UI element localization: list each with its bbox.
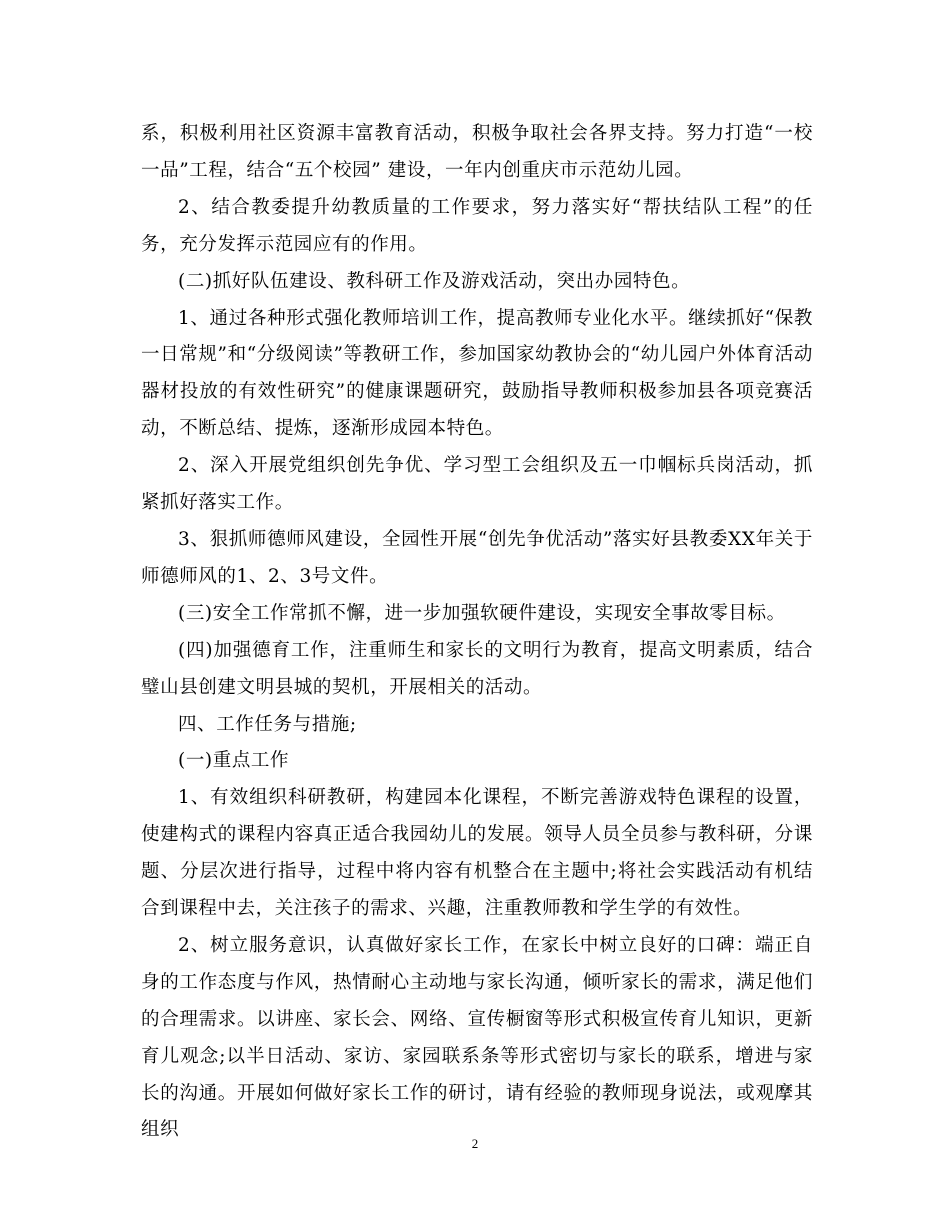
paragraph-item-1-curriculum: 1、有效组织科研教研，构建园本化课程，不断完善游戏特色课程的设置，使建构式的课程内容真正适合我园幼儿的发展。领导人员全员参与教科研，分课题、分层次进行指导，过程中将内容有机整合在主题中;将社会实践活动有机结合到课程中去，关注孩子的需求、兴趣，注重教师教和学生学的有效性。 — [141, 787, 813, 920]
document-body — [141, 116, 813, 1149]
paragraph-continuation: 系，积极利用社区资源丰富教育活动，积极争取社会各界支持。努力打造“一校一品”工程，结合“五个校园” 建设，一年内创重庆市示范幼儿园。 — [141, 123, 813, 181]
paragraph-heading-2-team-building: (二)抓好队伍建设、教科研工作及游戏活动，突出办园特色。 — [178, 270, 691, 292]
paragraph-item-2-parent-work: 2、树立服务意识，认真做好家长工作，在家长中树立良好的口碑：端正自身的工作态度与作风，热情耐心主动地与家长沟通，倾听家长的需求，满足他们的合理需求。以讲座、家长会、网络、宣传橱窗等形式积极宣传育儿知识，更新育儿观念;以半日活动、家访、家园联系条等形式密切与家长的联系，增进与家长的沟通。开展如何做好家长工作的研讨，请有经验的教师现身说法，或观摩其组织 — [141, 934, 813, 1141]
subsection-heading-key-work: (一)重点工作 — [178, 750, 290, 772]
paragraph-item-2-assistance-project: 2、结合教委提升幼教质量的工作要求，努力落实好“帮扶结队工程”的任务，充分发挥示范园应有的作用。 — [141, 196, 813, 255]
paragraph-item-1-teacher-training: 1、通过各种形式强化教师培训工作，提高教师专业化水平。继续抓好“保教一日常规”和“分级阅读”等教研工作，参加国家幼教协会的“幼儿园户外体育活动器材投放的有效性研究”的健康课题研究，鼓励指导教师积极参加县各项竞赛活动，不断总结、提炼，逐渐形成园本特色。 — [141, 307, 813, 440]
paragraph-heading-4-moral-education: (四)加强德育工作，注重师生和家长的文明行为教育，提高文明素质，结合璧山县创建文明县城的契机，开展相关的活动。 — [141, 639, 813, 698]
page-number: 2 — [471, 1136, 479, 1151]
section-heading-tasks-measures: 四、工作任务与措施; — [178, 713, 357, 735]
paragraph-heading-3-safety: (三)安全工作常抓不懈，进一步加强软硬件建设，实现安全事故零目标。 — [178, 602, 786, 624]
paragraph-item-2-party-activities: 2、深入开展党组织创先争优、学习型工会组织及五一巾帼标兵岗活动，抓紧抓好落实工作。 — [141, 455, 813, 514]
paragraph-item-3-teacher-ethics: 3、狠抓师德师风建设，全园性开展“创先争优活动”落实好县教委XX年关于师德师风的1、2、3号文件。 — [141, 528, 813, 587]
